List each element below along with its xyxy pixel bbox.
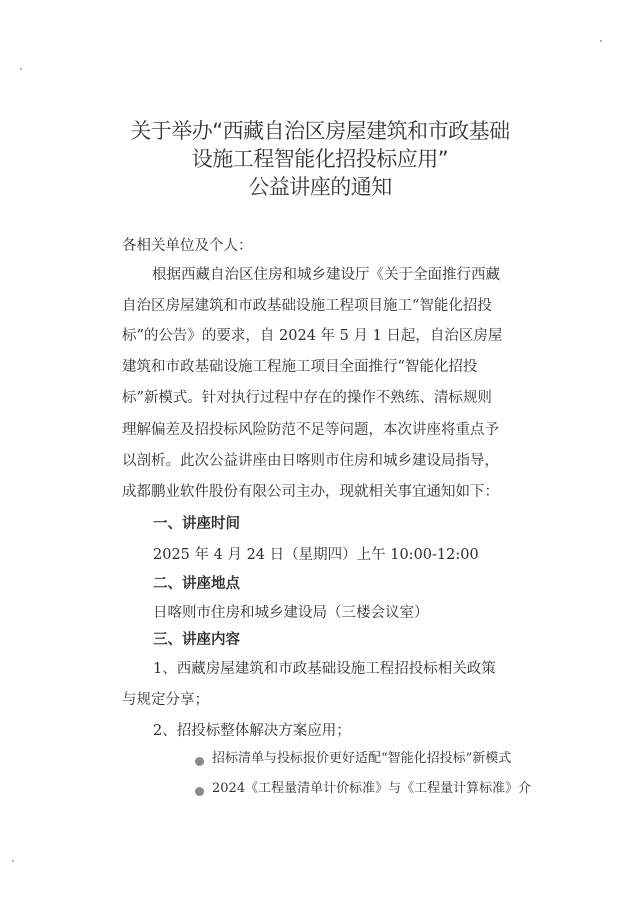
section-heading-location: 二、讲座地点 [153, 576, 240, 592]
body-line: 标”新模式。针对执行过程中存在的操作不熟练、清标规则 [122, 390, 492, 406]
section-heading-content: 三、讲座内容 [153, 632, 240, 648]
bullet-item: 2024《工程量清单计价标准》与《工程量计算标准》介 [212, 781, 532, 796]
bullet-item: 招标清单与投标报价更好适配“智能化招投标”新模式 [212, 751, 512, 766]
content-item-2: 2、招投标整体解决方案应用； [153, 723, 351, 739]
section-heading-time: 一、讲座时间 [153, 516, 240, 532]
notice-title-line-2: 设施工程智能化招投标应用” [191, 147, 449, 171]
body-line: 根据西藏自治区住房和城乡建设厅《关于全面推行西藏 [152, 267, 500, 283]
salutation: 各相关单位及个人： [122, 238, 253, 254]
notice-title-line-3: 公益讲座的通知 [248, 175, 392, 199]
body-line: 理解偏差及招投标风险防范不足等问题，本次讲座将重点予 [122, 422, 499, 438]
body-line: 自治区房屋建筑和市政基础设施工程项目施工“智能化招投 [122, 298, 492, 314]
scan-speck [12, 860, 14, 862]
content-item-1-continued: 与规定分享； [122, 692, 209, 708]
bullet-dot-icon [195, 787, 204, 796]
bullet-dot-icon [195, 757, 204, 766]
lecture-time-value: 2025 年 4 月 24 日（星期四）上午 10:00-12:00 [153, 547, 479, 563]
content-item-1: 1、西藏房屋建筑和市政基础设施工程招投标相关政策 [153, 661, 496, 677]
body-line: 建筑和市政基础设施工程施工项目全面推行“智能化招投 [122, 359, 478, 375]
lecture-location-value: 日喀则市住房和城乡建设局（三楼会议室） [153, 605, 429, 621]
body-line: 以剖析。此次公益讲座由日喀则市住房和城乡建设局指导， [122, 453, 499, 469]
scan-speck [20, 68, 22, 70]
scan-speck [600, 40, 602, 42]
notice-title-line-1: 关于举办“西藏自治区房屋建筑和市政基础 [130, 119, 510, 143]
body-line: 成都鹏业软件股份有限公司主办，现就相关事宜通知如下： [122, 484, 499, 500]
body-line: 标”的公告》的要求，自 2024 年 5 月 1 日起，自治区房屋 [122, 328, 503, 344]
